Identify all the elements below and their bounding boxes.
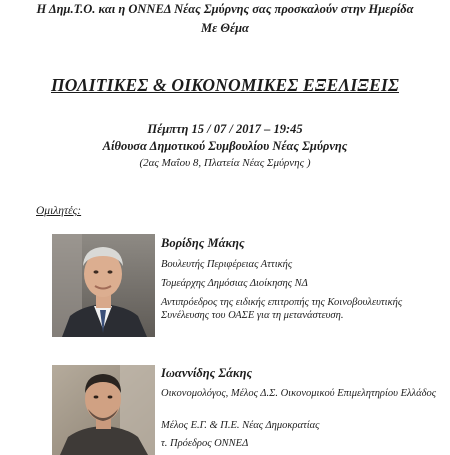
- event-address: (2ας Μαΐου 8, Πλατεία Νέας Σμύρνης ): [139, 157, 311, 169]
- event-datetime: Πέμπτη 15 / 07 / 2017 – 19:45: [147, 122, 303, 136]
- subject-label: Με Θέμα: [201, 21, 249, 35]
- speaker-photo-voridis: [52, 234, 155, 337]
- speaker-name: Ιωαννίδης Σάκης: [161, 366, 253, 380]
- speaker-photo-ioannidis: [52, 365, 155, 455]
- speaker-role: Τομεάρχης Δημόσιας Διοίκησης ΝΔ: [161, 278, 308, 289]
- invitation-line: Η Δημ.Τ.Ο. και η ΟΝΝΕΔ Νέας Σμύρνης σας προσκαλούν στην Ημερίδα: [36, 2, 414, 16]
- speaker-role: Οικονομολόγος, Μέλος Δ.Σ. Οικονομικού Επιμελητηρίου Ελλάδος: [161, 388, 436, 399]
- event-title: ΠΟΛΙΤΙΚΕΣ & ΟΙΚΟΝΟΜΙΚΕΣ ΕΞΕΛΙΞΕΙΣ: [50, 75, 399, 95]
- speakers-label: Ομιλητές:: [36, 205, 82, 217]
- speaker-role: Αντιπρόεδρος της ειδικής επιτροπής της Κοινοβουλευτικής Συνέλευσης του ΟΑΣΕ για τη μετανάστευση.: [161, 297, 403, 321]
- speaker-role: Μέλος Ε.Γ. & Π.Ε. Νέας Δημοκρατίας: [161, 420, 320, 431]
- speaker-role: τ. Πρόεδρος ΟΝΝΕΔ: [161, 438, 249, 449]
- event-venue: Αίθουσα Δημοτικού Συμβουλίου Νέας Σμύρνης: [102, 139, 348, 153]
- speaker-role: Βουλευτής Περιφέρειας Αττικής: [161, 259, 293, 270]
- speaker-name: Βορίδης Μάκης: [161, 236, 245, 250]
